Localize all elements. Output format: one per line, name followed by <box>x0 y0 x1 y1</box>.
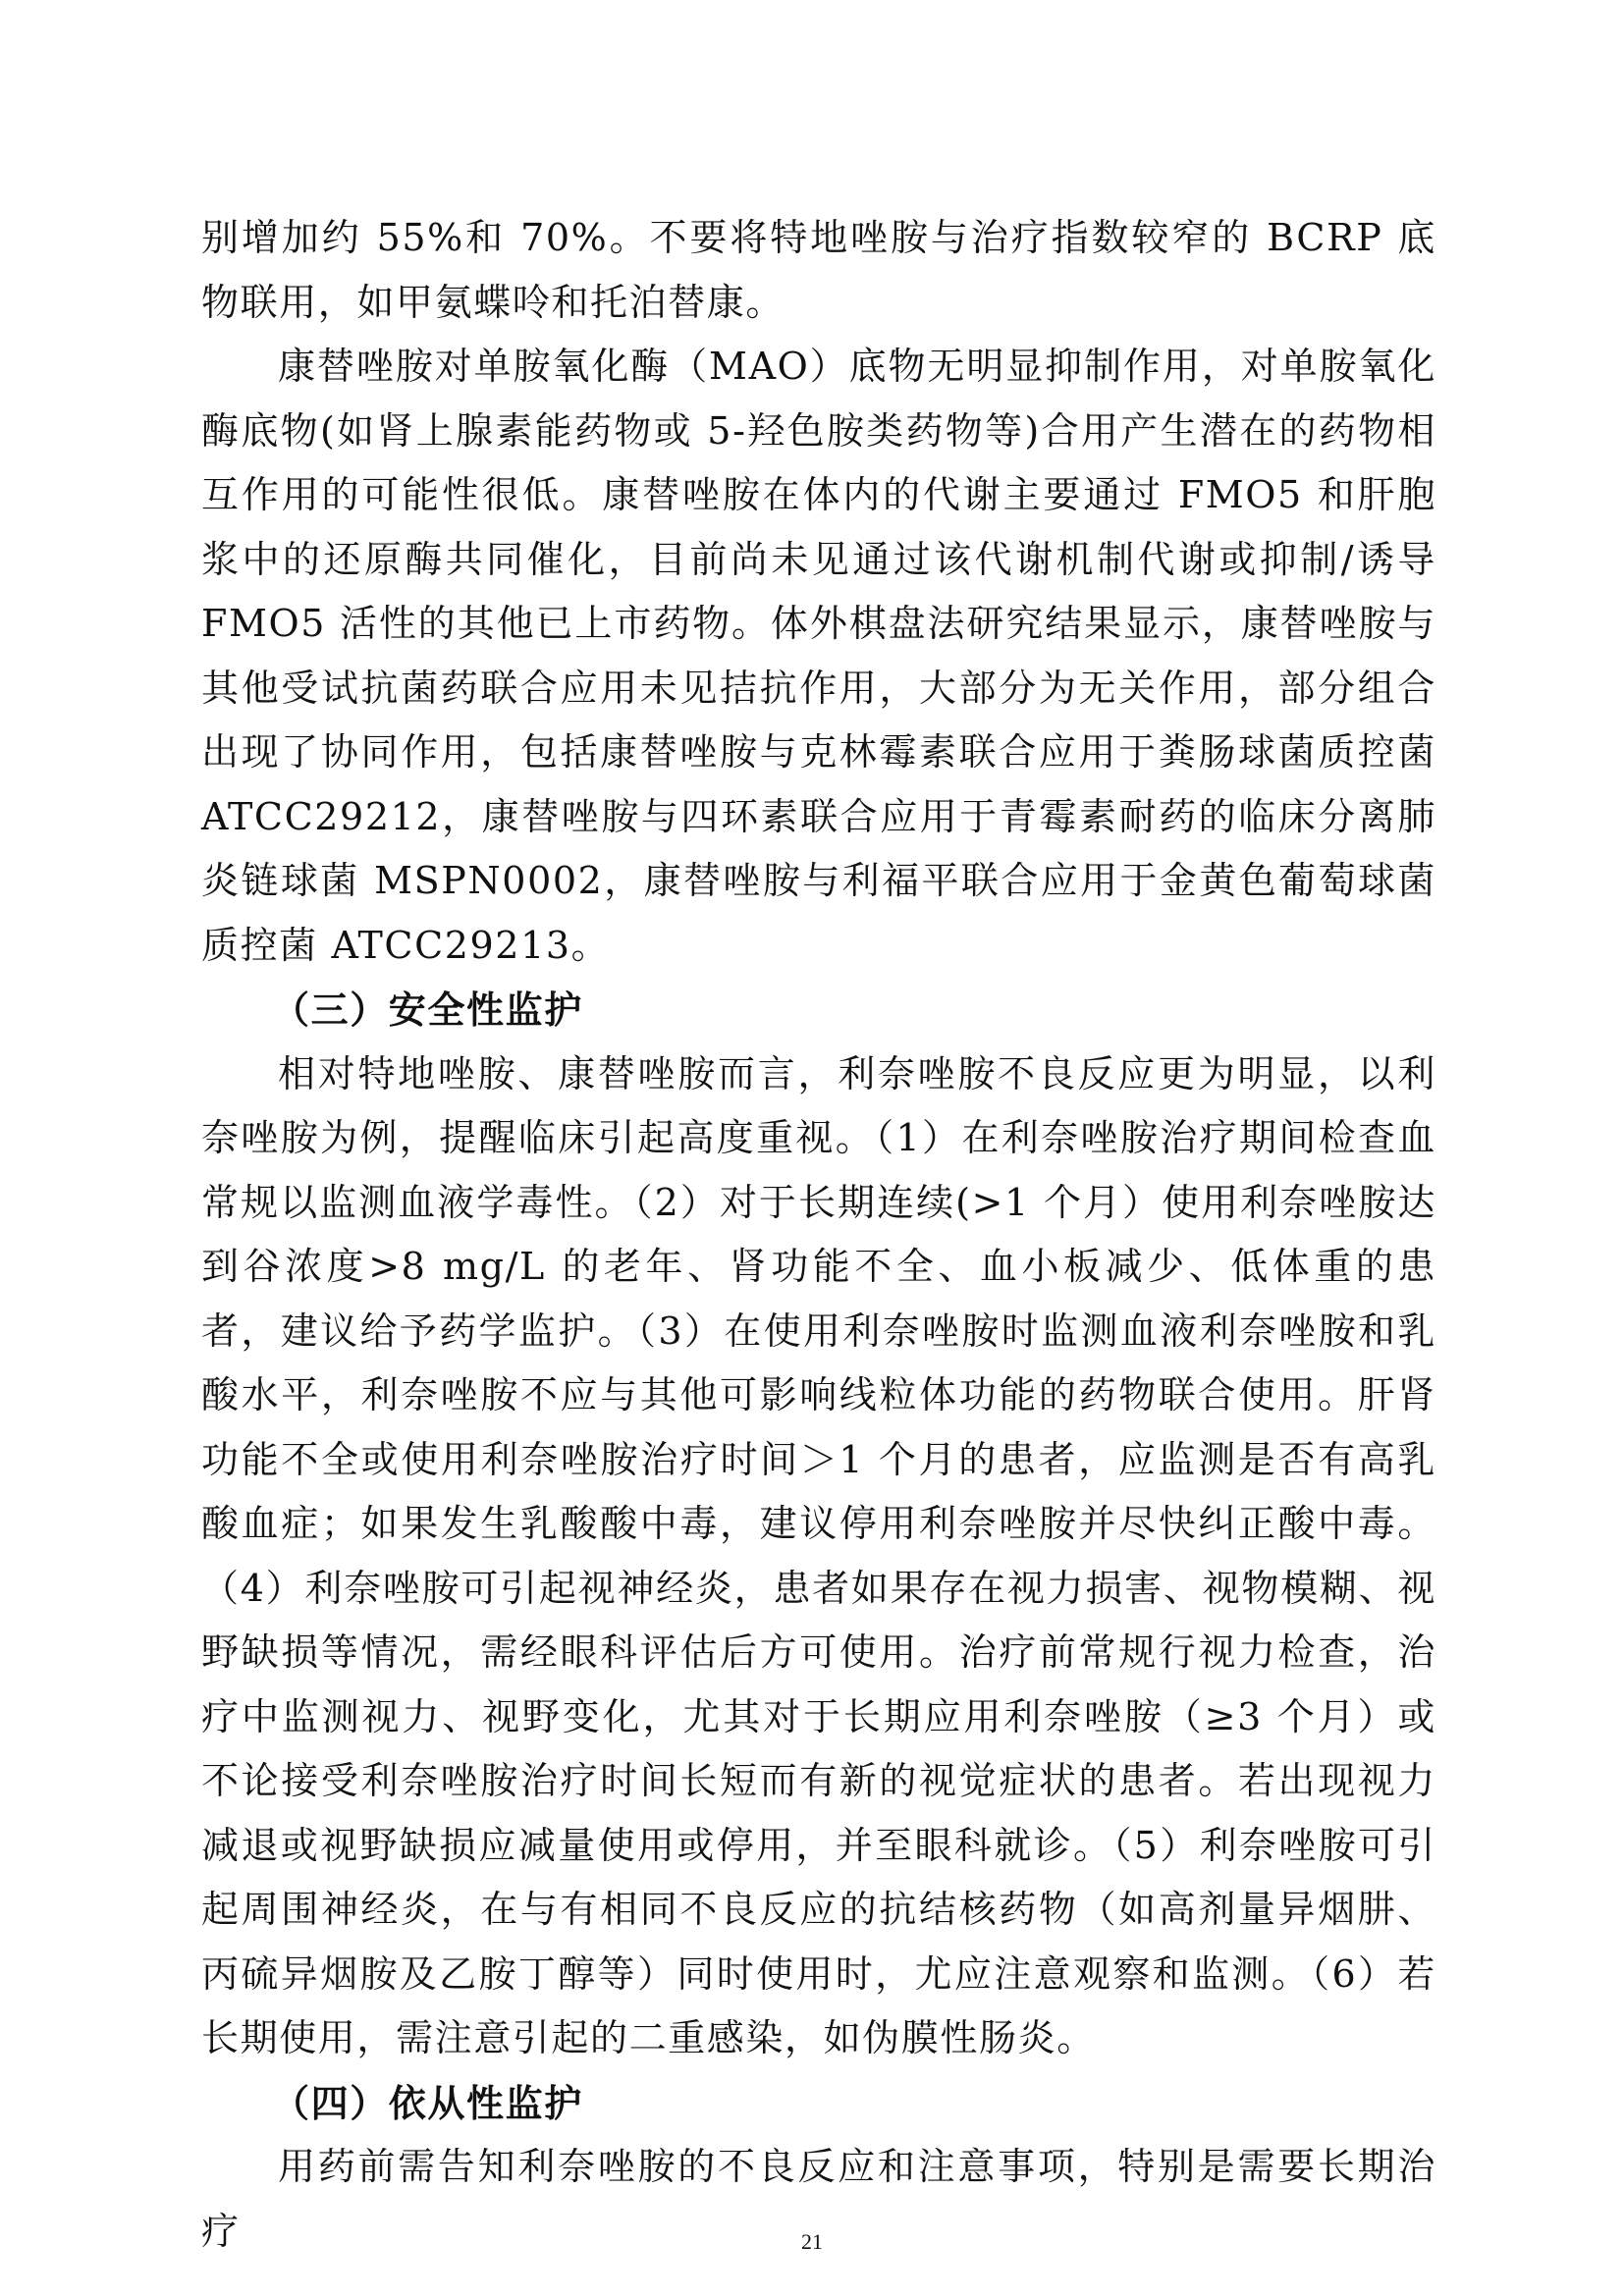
page-content <box>201 206 1436 2264</box>
paragraph-adherence-monitoring: 用药前需告知利奈唑胺的不良反应和注意事项，特别是需要长期治疗 <box>201 2145 1436 2253</box>
paragraph-safety-monitoring: 相对特地唑胺、康替唑胺而言，利奈唑胺不良反应更为明显，以利奈唑胺为例，提醒临床引起高度重视。（1）在利奈唑胺治疗期间检查血常规以监测血液学毒性。（2）对于长期连续(>1 个月）使用利奈唑胺达到谷浓度>8 mg/L 的老年、肾功能不全、血小板减少、低体重的患者，建议给予药学监护。（3）在使用利奈唑胺时监测血液利奈唑胺和乳酸水平，利奈唑胺不应与其他可影响线粒体功能的药物联合使用。肝肾功能不全或使用利奈唑胺治疗时间＞1 个月的患者，应监测是否有高乳酸血症；如果发生乳酸酸中毒，建议停用利奈唑胺并尽快纠正酸中毒。（4）利奈唑胺可引起视神经炎，患者如果存在视力损害、视物模糊、视野缺损等情况，需经眼科评估后方可使用。治疗前常规行视力检查，治疗中监测视力、视野变化，尤其对于长期应用利奈唑胺（≥3 个月）或不论接受利奈唑胺治疗时间长短而有新的视觉症状的患者。若出现视力减退或视野缺损应减量使用或停用，并至眼科就诊。（5）利奈唑胺可引起周围神经炎，在与有相同不良反应的抗结核药物（如高剂量异烟肼、丙硫异烟胺及乙胺丁醇等）同时使用时，尤应注意观察和监测。（6）若长期使用，需注意引起的二重感染，如伪膜性肠炎。 <box>201 1051 1436 2059</box>
section-heading-adherence-monitoring: （四）依从性监护 <box>272 2080 583 2125</box>
paragraph-continued: 别增加约 55%和 70%。不要将特地唑胺与治疗指数较窄的 BCRP 底物联用，如甲氨蝶呤和托泊替康。 <box>201 216 1436 324</box>
paragraph-contezolid-interactions: 康替唑胺对单胺氧化酶（MAO）底物无明显抑制作用，对单胺氧化酶底物(如肾上腺素能药物或 5-羟色胺类药物等)合用产生潜在的药物相互作用的可能性很低。康替唑胺在体内的代谢主要通过 FMO5 和肝胞浆中的还原酶共同催化，目前尚未见通过该代谢机制代谢或抑制/诱导 FMO5 活性的其他已上市药物。体外棋盘法研究结果显示，康替唑胺与其他受试抗菌药联合应用未见拮抗作用，大部分为无关作用，部分组合出现了协同作用，包括康替唑胺与克林霉素联合应用于粪肠球菌质控菌 ATCC29212，康替唑胺与四环素联合应用于青霉素耐药的临床分离肺炎链球菌 MSPN0002，康替唑胺与利福平联合应用于金黄色葡萄球菌质控菌 ATCC29213。 <box>201 345 1436 967</box>
page-number: 21 <box>801 2229 823 2254</box>
section-heading-safety-monitoring: （三）安全性监护 <box>272 988 583 1032</box>
